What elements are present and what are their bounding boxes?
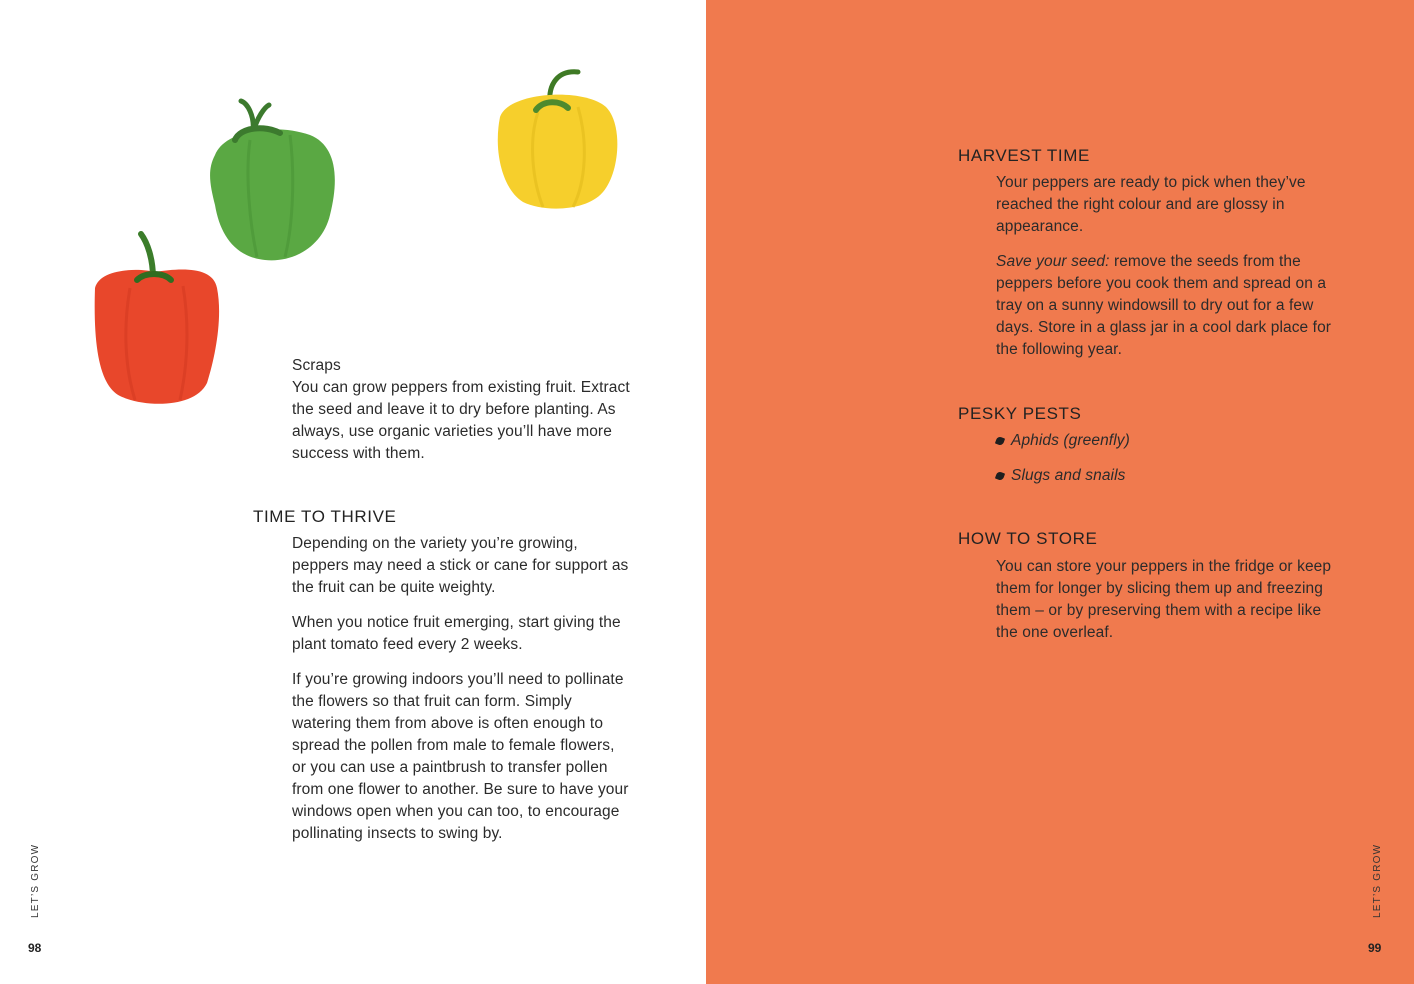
time-to-thrive-paragraph-1: Depending on the variety you’re growing, peppers may need a stick or cane for support as the fruit can be quite weighty. [292, 535, 629, 596]
time-to-thrive-heading: TIME TO THRIVE [253, 507, 397, 526]
how-to-store-heading: HOW TO STORE [958, 529, 1098, 548]
save-seed-text: remove the seeds from the peppers before you cook them and spread on a tray on a sunny windowsill to dry out for a few days. Store in a glass jar in a cool dark place for the following year. [996, 253, 1332, 358]
scraps-title: Scraps [292, 357, 341, 374]
how-to-store-body [996, 556, 1336, 657]
left-page [0, 0, 706, 984]
scraps-section [292, 355, 632, 465]
harvest-time-body [996, 172, 1336, 374]
pesky-pests-heading: PESKY PESTS [958, 404, 1082, 423]
scraps-text: You can grow peppers from existing fruit. Extract the seed and leave it to dry before planting. As always, use organic varieties you’ll have more success with them. [292, 379, 630, 462]
pest-item [996, 465, 1336, 487]
save-seed-label: Save your seed: [996, 253, 1110, 270]
how-to-store-paragraph: You can store your peppers in the fridge or keep them for longer by slicing them up and freezing them – or by preserving them with a recipe like the one overleaf. [996, 558, 1332, 641]
side-label-left: LET’S GROW [30, 843, 41, 918]
red-pepper-illustration [85, 228, 230, 413]
leaf-bullet-icon [995, 436, 1005, 446]
pesky-pests-list [996, 430, 1336, 500]
time-to-thrive-body [292, 533, 632, 858]
save-seed-tip [996, 251, 1336, 361]
harvest-time-heading: HARVEST TIME [958, 146, 1090, 165]
pest-item-label: Aphids (greenfly) [1011, 432, 1130, 449]
page-number-right: 99 [1368, 941, 1382, 955]
right-page [706, 0, 1414, 984]
time-to-thrive-paragraph-3: If you’re growing indoors you’ll need to pollinate the flowers so that fruit can form. Simply watering them from above is often enough to spread the pollen from male to female flowers, or you can use a paintbrush to transfer pollen from one flower to another. Be sure to have your windows open when you can too, to encourage pollinating insects to swing by. [292, 671, 629, 842]
time-to-thrive-paragraph-2: When you notice fruit emerging, start giving the plant tomato feed every 2 weeks. [292, 614, 621, 653]
pest-item [996, 430, 1336, 452]
yellow-pepper-illustration [488, 62, 628, 217]
harvest-time-paragraph: Your peppers are ready to pick when they’ve reached the right colour and are glossy in appearance. [996, 174, 1306, 235]
pest-item-label: Slugs and snails [1011, 467, 1126, 484]
leaf-bullet-icon [995, 471, 1005, 481]
side-label-right: LET’S GROW [1372, 843, 1383, 918]
page-number-left: 98 [28, 941, 42, 955]
